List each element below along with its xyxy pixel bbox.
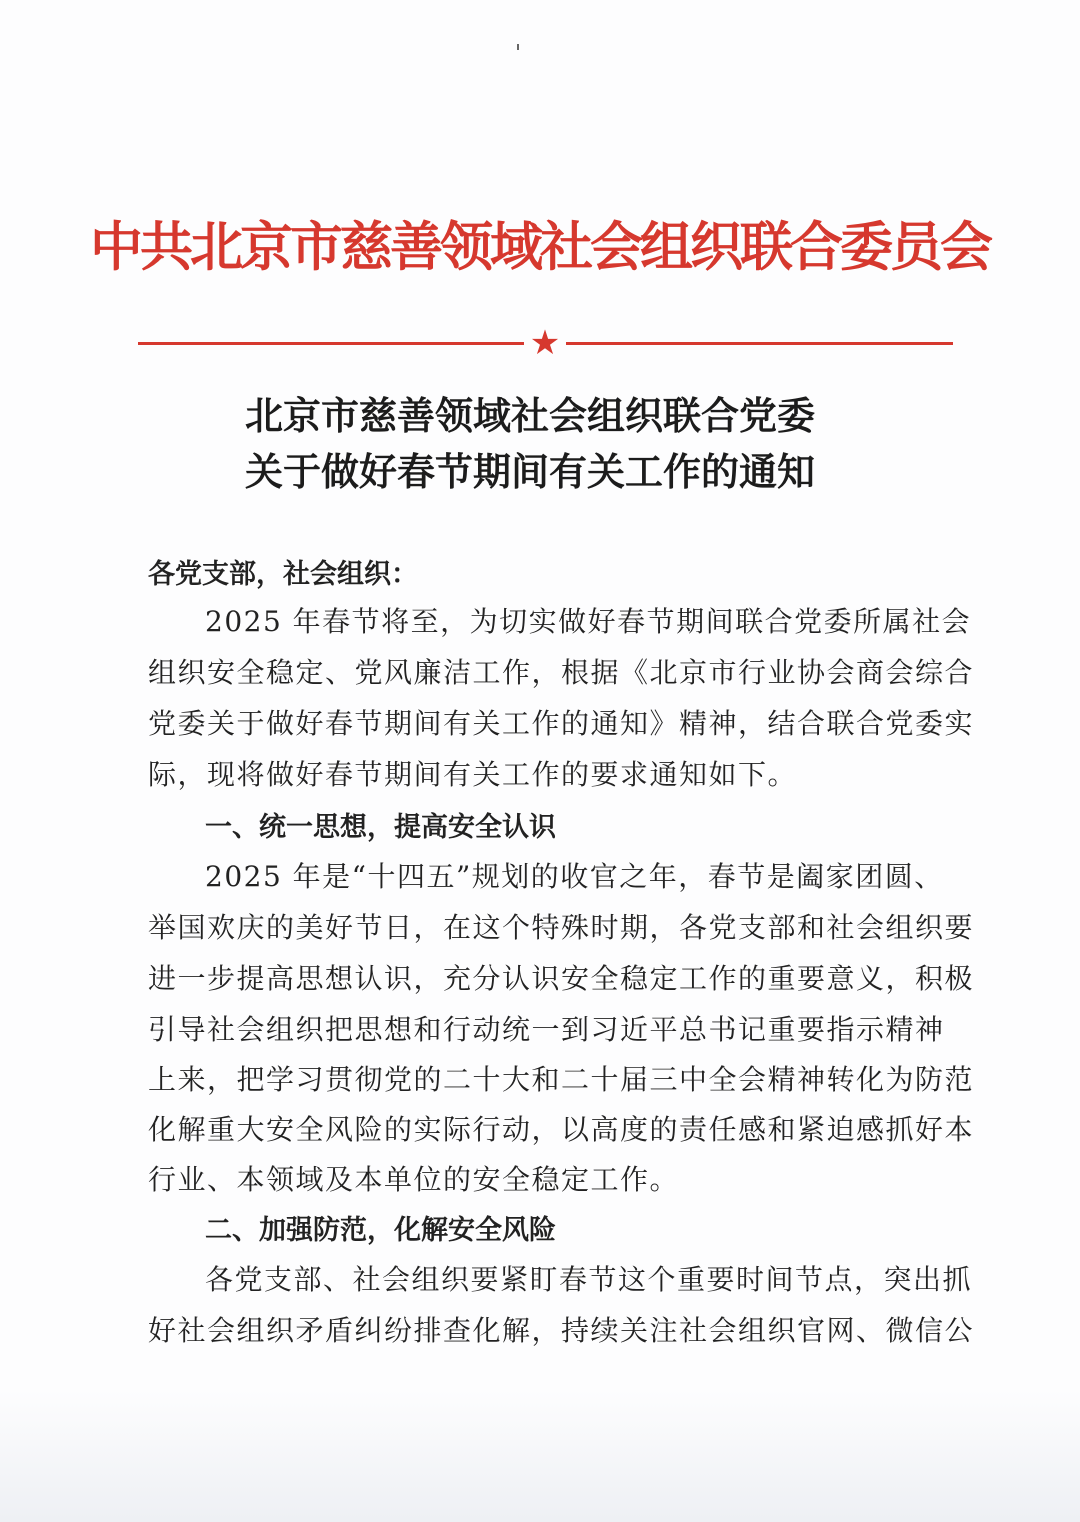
paragraph-line: 2025 年是“十四五”规划的收官之年，春节是阖家团圆、 — [205, 860, 944, 893]
star-icon: ★ — [529, 323, 561, 363]
document-title-line2: 关于做好春节期间有关工作的通知 — [245, 449, 816, 494]
paragraph-line: 好社会组织矛盾纠纷排查化解，持续关注社会组织官网、微信公 — [148, 1314, 975, 1347]
document-title — [245, 388, 815, 500]
section-heading: 一、统一思想，提高安全认识 — [205, 812, 556, 843]
paragraph-line: 党委关于做好春节期间有关工作的通知》精神，结合联合党委实 — [148, 707, 975, 740]
paragraph-line: 化解重大安全风险的实际行动，以高度的责任感和紧迫感抓好本 — [148, 1113, 975, 1146]
paragraph-line: 进一步提高思想认识，充分认识安全稳定工作的重要意义，积极 — [148, 962, 975, 995]
paragraph-line: 举国欢庆的美好节日，在这个特殊时期，各党支部和社会组织要 — [148, 911, 975, 944]
paragraph-line: 行业、本领域及本单位的安全稳定工作。 — [148, 1163, 680, 1196]
paragraph-line: 引导社会组织把思想和行动统一到习近平总书记重要指示精神 — [148, 1013, 945, 1046]
letterhead-rule-right — [566, 342, 953, 345]
scan-shadow — [0, 1390, 1080, 1522]
salutation: 各党支部，社会组织： — [148, 559, 418, 590]
section-heading: 二、加强防范，化解安全风险 — [205, 1215, 556, 1246]
paragraph-line: 上来，把学习贯彻党的二十大和二十届三中全会精神转化为防范 — [148, 1063, 975, 1096]
paragraph-line: 各党支部、社会组织要紧盯春节这个重要时间节点，突出抓 — [205, 1263, 973, 1296]
letterhead-title: 中共北京市慈善领域社会组织联合委员会 — [90, 216, 990, 278]
paragraph-line: 际，现将做好春节期间有关工作的要求通知如下。 — [148, 758, 798, 791]
scan-speck — [517, 44, 519, 50]
letterhead-rule-left — [138, 342, 524, 345]
paragraph-line: 2025 年春节将至，为切实做好春节期间联合党委所属社会 — [205, 605, 972, 638]
paragraph-line: 组织安全稳定、党风廉洁工作，根据《北京市行业协会商会综合 — [148, 656, 975, 689]
document-title-line1: 北京市慈善领域社会组织联合党委 — [245, 393, 816, 438]
